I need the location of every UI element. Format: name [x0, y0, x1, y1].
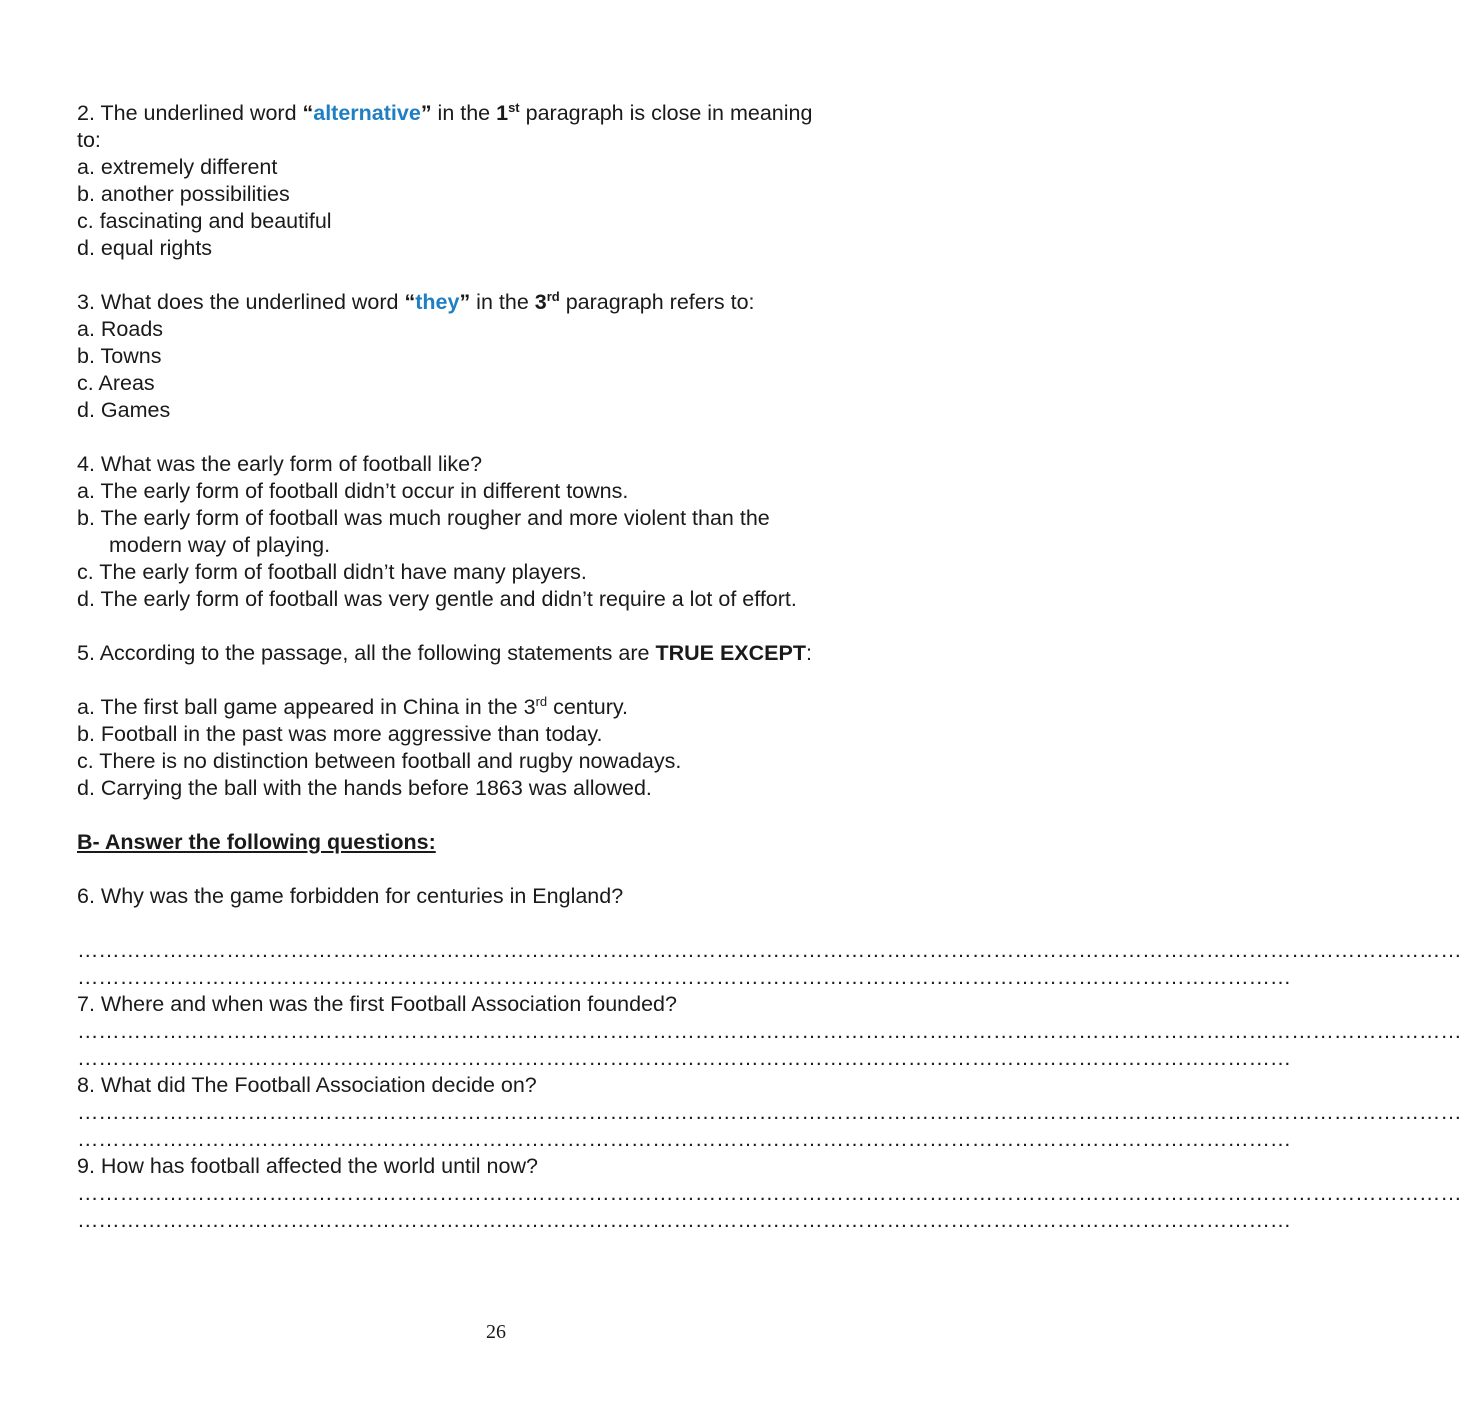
answer-line-q9-2[interactable]: ………………………………………………………………………………………………………………………………………………………	[77, 1208, 1292, 1232]
q3-option-a: a. Roads	[77, 317, 164, 341]
question-2-continued: to:	[77, 128, 101, 152]
question-4: 4. What was the early form of football like?	[77, 452, 483, 476]
q2-option-b: b. another possibilities	[77, 182, 290, 206]
question-9: 9. How has football affected the world until now?	[77, 1154, 538, 1178]
spacer	[77, 910, 907, 937]
question-7: 7. Where and when was the first Football Association founded?	[77, 992, 677, 1016]
page-number: 26	[486, 1321, 506, 1343]
spacer	[77, 667, 907, 694]
answer-line-q8-1[interactable]: ……………………………………………………………………………………………………………………………………………………………………………	[77, 1100, 1462, 1124]
q4-option-a: a. The early form of football didn’t occur in different towns.	[77, 479, 629, 503]
question-5: 5. According to the passage, all the following statements are TRUE EXCEPT:	[77, 641, 812, 665]
underlined-word-alternative: alternative	[313, 101, 421, 125]
q5-option-a: a. The first ball game appeared in China in the 3rd century.	[77, 694, 628, 719]
spacer	[77, 856, 907, 883]
answer-line-q7-2[interactable]: ………………………………………………………………………………………………………………………………………………………	[77, 1046, 1292, 1070]
q2-option-a: a. extremely different	[77, 155, 278, 179]
q5-option-d: d. Carrying the ball with the hands before 1863 was allowed.	[77, 776, 652, 800]
section-b-heading: B- Answer the following questions:	[77, 830, 436, 854]
q3-option-d: d. Games	[77, 398, 171, 422]
q5-option-c: c. There is no distinction between football and rugby nowadays.	[77, 749, 682, 773]
q4-option-b: b. The early form of football was much rougher and more violent than the	[77, 506, 770, 530]
spacer	[77, 802, 907, 829]
spacer	[77, 613, 907, 640]
q2-option-c: c. fascinating and beautiful	[77, 209, 332, 233]
q3-option-c: c. Areas	[77, 371, 155, 395]
question-3: 3. What does the underlined word “they” in the 3rd paragraph refers to:	[77, 289, 755, 314]
spacer	[77, 424, 907, 451]
q5-option-b: b. Football in the past was more aggressive than today.	[77, 722, 603, 746]
question-6: 6. Why was the game forbidden for centuries in England?	[77, 884, 624, 908]
q4-option-b-continued: modern way of playing.	[109, 533, 331, 557]
answer-line-q6-1[interactable]: ……………………………………………………………………………………………………………………………………………………………………………	[77, 938, 1462, 962]
answer-line-q6-2[interactable]: ………………………………………………………………………………………………………………………………………………………	[77, 965, 1292, 989]
page-content	[77, 100, 1462, 1234]
answer-line-q8-2[interactable]: ………………………………………………………………………………………………………………………………………………………	[77, 1127, 1292, 1151]
question-2: 2. The underlined word “alternative” in the 1st paragraph is close in meaning	[77, 100, 813, 125]
answer-line-q7-1[interactable]: ……………………………………………………………………………………………………………………………………………………………………………	[77, 1019, 1462, 1043]
underlined-word-they: they	[415, 290, 460, 314]
q2-option-d: d. equal rights	[77, 236, 213, 260]
question-8: 8. What did The Football Association decide on?	[77, 1073, 537, 1097]
q4-option-d: d. The early form of football was very gentle and didn’t require a lot of effort.	[77, 587, 797, 611]
q4-option-c: c. The early form of football didn’t have many players.	[77, 560, 587, 584]
q3-option-b: b. Towns	[77, 344, 162, 368]
spacer	[77, 262, 907, 289]
answer-line-q9-1[interactable]: ……………………………………………………………………………………………………………………………………………………………………………	[77, 1181, 1462, 1205]
